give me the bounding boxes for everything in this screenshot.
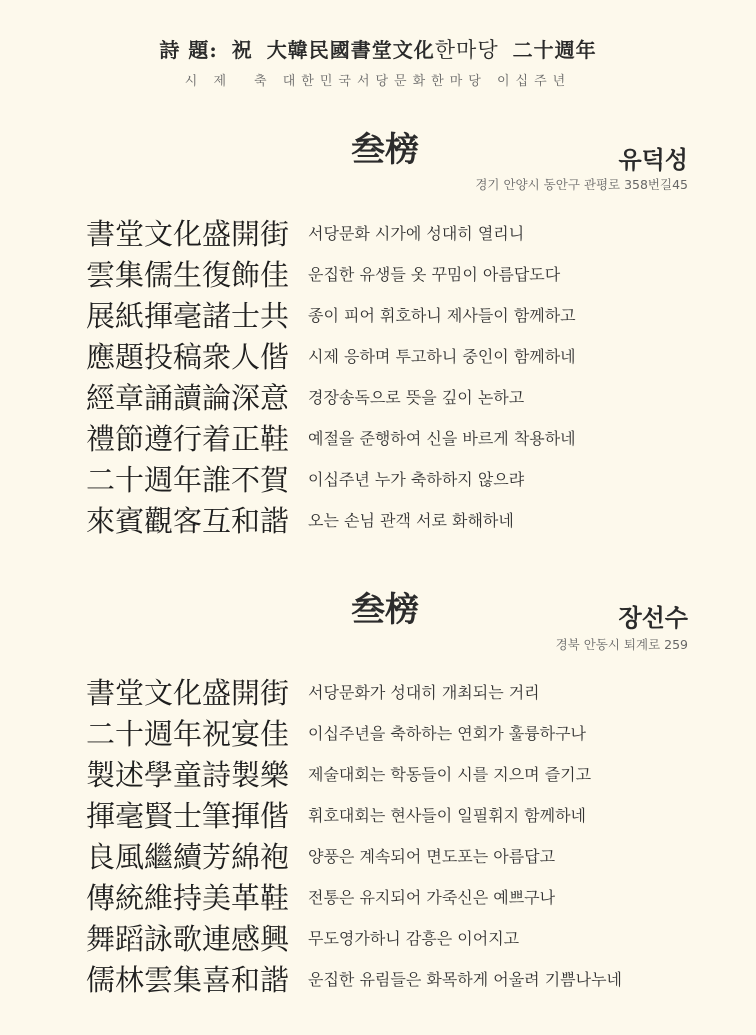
korean-translation: 제술대회는 학동들이 시를 지으며 즐기고 xyxy=(308,765,592,784)
author-address: 경기 안양시 동안구 관평로 358번길45 xyxy=(475,177,688,192)
korean-translation: 오는 손님 관객 서로 화해하네 xyxy=(308,511,514,530)
author-name: 장선수 xyxy=(618,604,688,632)
hanja-verse: 展紙揮毫諸士共 xyxy=(86,299,290,333)
poem-line xyxy=(86,712,622,753)
poem-lines xyxy=(86,671,622,999)
hanja-verse: 二十週年誰不賀 xyxy=(86,463,290,497)
korean-translation: 예절을 준행하여 신을 바르게 착용하네 xyxy=(308,429,576,448)
poem-title xyxy=(0,34,756,64)
hanja-verse: 儒林雲集喜和諧 xyxy=(86,963,290,997)
hanja-verse: 禮節遵行着正鞋 xyxy=(86,422,290,456)
poem-line xyxy=(86,958,622,999)
poem-line xyxy=(86,499,576,540)
poem-line xyxy=(86,835,622,876)
korean-translation: 휘호대회는 현사들이 일필휘지 함께하네 xyxy=(308,806,587,825)
hanja-verse: 書堂文化盛開街 xyxy=(86,217,290,251)
hanja-verse: 二十週年祝宴佳 xyxy=(86,717,290,751)
korean-translation: 종이 피어 휘호하니 제사들이 함께하고 xyxy=(308,306,576,325)
hanja-verse: 雲集儒生復飾佳 xyxy=(86,258,290,292)
hanja-verse: 來賓觀客互和諧 xyxy=(86,504,290,538)
title-congrats: 祝 xyxy=(231,38,253,62)
korean-translation: 이십주년 누가 축하하지 않으랴 xyxy=(308,470,525,489)
poem-line xyxy=(86,671,622,712)
korean-translation: 시제 응하며 투고하니 중인이 함께하네 xyxy=(308,347,576,366)
korean-translation: 운집한 유생들 옷 꾸밈이 아름답도다 xyxy=(308,265,561,284)
poem-title-reading xyxy=(0,70,756,89)
poem-lines xyxy=(86,212,576,540)
hanja-verse: 舞蹈詠歌連感興 xyxy=(86,922,290,956)
korean-translation: 운집한 유림들은 화목하게 어울려 기쁨나누네 xyxy=(308,970,623,989)
title-hanja: 大韓民國書堂文化 xyxy=(266,38,435,62)
hanja-verse: 製述學童詩製樂 xyxy=(86,758,290,792)
hanja-verse: 書堂文化盛開街 xyxy=(86,676,290,710)
poem-line xyxy=(86,876,622,917)
title-hangul: 한마당 xyxy=(434,38,499,62)
korean-translation: 양풍은 계속되어 면도포는 아름답고 xyxy=(308,847,556,866)
poem-line xyxy=(86,917,622,958)
reading-text: 축 대한민국서당문화한마당 이십주년 xyxy=(254,74,572,89)
poem-line xyxy=(86,753,622,794)
poem-line xyxy=(86,335,576,376)
rank-heading: 叁榜 xyxy=(351,590,419,630)
hanja-verse: 經章誦讀論深意 xyxy=(86,381,290,415)
hanja-verse: 良風繼續芳綿袍 xyxy=(86,840,290,874)
poem-line xyxy=(86,794,622,835)
author-name: 유덕성 xyxy=(618,146,688,174)
poem-line xyxy=(86,417,576,458)
hanja-verse: 傳統維持美革鞋 xyxy=(86,881,290,915)
poem-line xyxy=(86,253,576,294)
poem-line xyxy=(86,212,576,253)
title-label: 詩 題: xyxy=(159,38,218,62)
hanja-verse: 揮毫賢士筆揮偕 xyxy=(86,799,290,833)
hanja-verse: 應題投稿衆人偕 xyxy=(86,340,290,374)
korean-translation: 서당문화 시가에 성대히 열리니 xyxy=(308,224,525,243)
poem-line xyxy=(86,458,576,499)
korean-translation: 무도영가하니 감흥은 이어지고 xyxy=(308,929,520,948)
poem-title-block xyxy=(0,34,756,89)
korean-translation: 경장송독으로 뜻을 깊이 논하고 xyxy=(308,388,525,407)
poem-line xyxy=(86,294,576,335)
korean-translation: 서당문화가 성대히 개최되는 거리 xyxy=(308,683,540,702)
poem-line xyxy=(86,376,576,417)
reading-label: 시 제 xyxy=(184,74,233,89)
rank-heading: 叁榜 xyxy=(351,130,419,170)
korean-translation: 이십주년을 축하하는 연회가 훌륭하구나 xyxy=(308,724,587,743)
author-address: 경북 안동시 퇴계로 259 xyxy=(555,637,688,652)
korean-translation: 전통은 유지되어 가죽신은 예쁘구나 xyxy=(308,888,556,907)
title-anniversary: 二十週年 xyxy=(512,38,597,62)
